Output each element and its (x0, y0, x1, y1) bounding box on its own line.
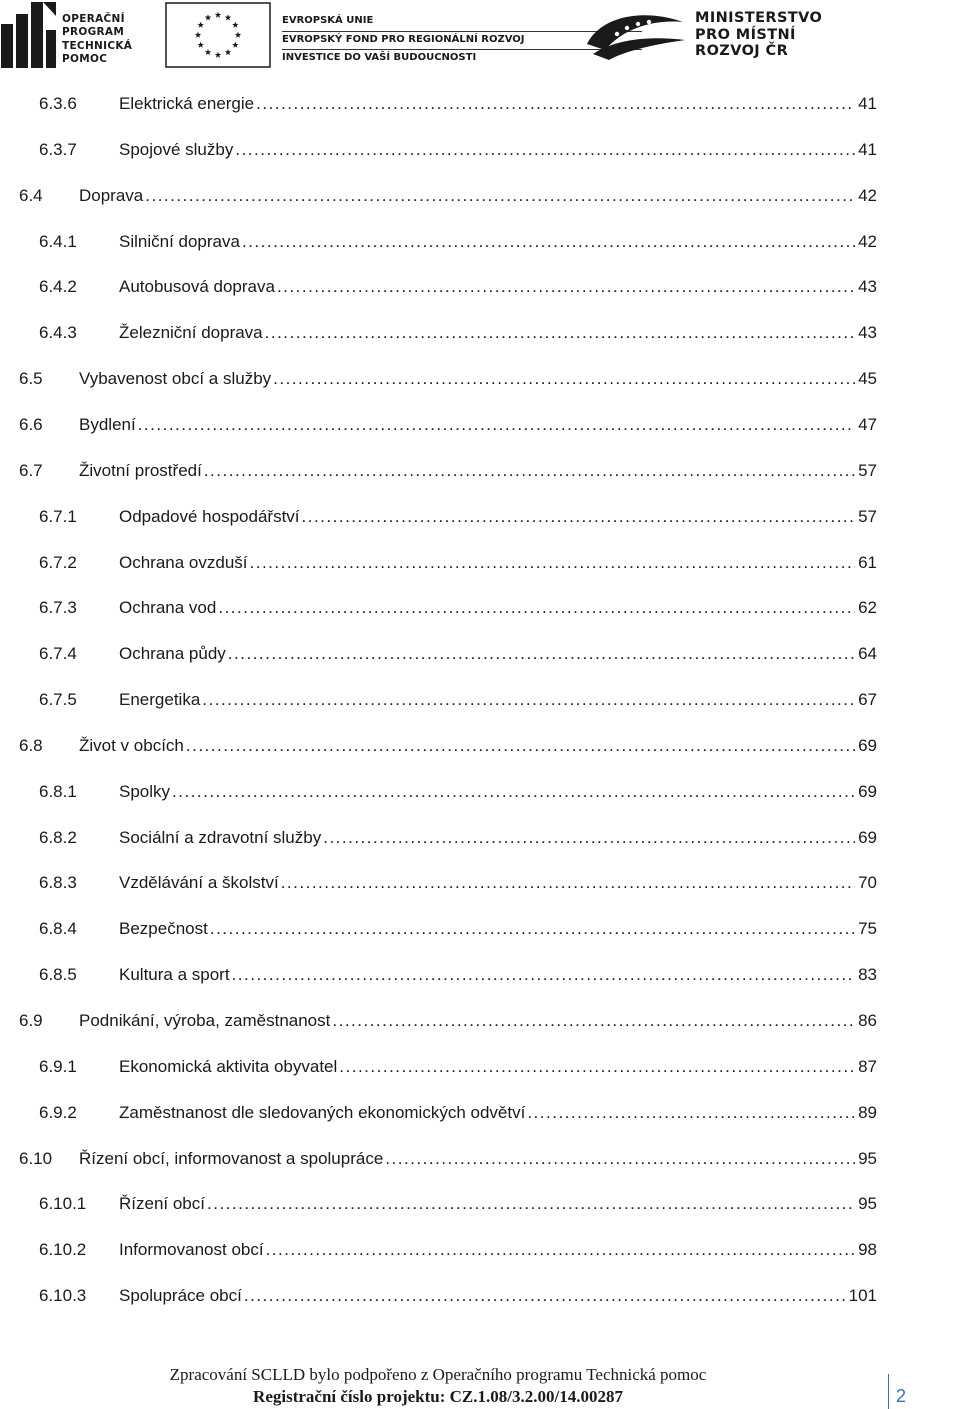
toc-entry-title: Autobusová doprava (119, 277, 275, 297)
toc-entry-title: Životní prostředí (79, 460, 202, 480)
toc-entry-number: 6.10.1 (39, 1194, 87, 1214)
toc-entry[interactable] (39, 826, 877, 850)
toc-entry-number: 6.8.2 (39, 827, 77, 847)
mmr-logo-text (695, 10, 822, 60)
toc-entry-title: Zaměstnanost dle sledovaných ekonomických odvětví (119, 1102, 526, 1122)
toc-entry-page: 75 (858, 919, 877, 939)
eu-line-2: EVROPSKÝ FOND PRO REGIONÁLNÍ ROZVOJ (282, 33, 525, 45)
toc-entry-page: 57 (858, 506, 877, 526)
toc-entry-number: 6.3.7 (39, 139, 77, 159)
eu-flag-icon (165, 2, 271, 68)
toc-dot-leader (339, 1055, 855, 1079)
toc-entry[interactable] (39, 1238, 877, 1262)
toc-dot-leader (202, 688, 855, 712)
toc-entry-title: Vzdělávání a školství (119, 873, 279, 893)
eu-logo (165, 0, 525, 70)
toc-dot-leader (242, 230, 855, 254)
toc-entry-title: Elektrická energie (119, 94, 255, 113)
mmr-line-2: PRO MÍSTNÍ (695, 26, 796, 43)
toc-entry[interactable] (39, 688, 877, 712)
toc-entry-number: 6.7.4 (39, 644, 77, 664)
toc-entry-title: Spolupráce obcí (119, 1286, 242, 1306)
toc-entry-page: 95 (858, 1194, 877, 1214)
eu-logo-text (282, 12, 525, 68)
toc-entry-title: Bydlení (79, 414, 136, 434)
toc-entry-title: Spolky (119, 781, 171, 801)
toc-dot-leader (138, 413, 855, 437)
toc-entry-number: 6.9.1 (39, 1056, 77, 1076)
toc-entry-title: Život v obcích (79, 735, 184, 755)
toc-entry-number: 6.8.3 (39, 873, 77, 893)
toc-entry[interactable] (19, 367, 877, 391)
toc-entry-page: 42 (858, 185, 877, 205)
toc-entry-number: 6.6 (19, 414, 43, 434)
toc-entry-page: 41 (858, 139, 877, 159)
toc-entry[interactable] (39, 596, 877, 620)
toc-entry-title: Doprava (79, 185, 144, 205)
mmr-emblem-icon (583, 10, 689, 62)
toc-entry-number: 6.4.1 (39, 231, 77, 251)
toc-entry-page: 89 (858, 1102, 877, 1122)
toc-entry-number: 6.10.3 (39, 1286, 87, 1306)
toc-entry-number: 6.4.2 (39, 277, 77, 297)
toc-entry-number: 6.8.4 (39, 919, 77, 939)
toc-entry[interactable] (39, 1055, 877, 1079)
toc-dot-leader (228, 642, 855, 666)
toc-entry-title: Spojové služby (119, 139, 234, 159)
toc-entry-page: 42 (858, 231, 877, 251)
toc-dot-leader (277, 275, 855, 299)
toc-entry-title: Vybavenost obcí a služby (79, 369, 272, 389)
toc-entry[interactable] (19, 184, 877, 208)
toc-entry[interactable] (19, 734, 877, 758)
toc-dot-leader (256, 92, 855, 116)
toc-entry[interactable] (39, 92, 877, 116)
toc-dot-leader (218, 596, 855, 620)
toc-entry-title: Ochrana ovzduší (119, 552, 248, 572)
toc-entry-page: 69 (858, 735, 877, 755)
page-number: 2 (896, 1386, 907, 1406)
toc-dot-leader (302, 505, 856, 529)
toc-dot-leader (145, 184, 855, 208)
toc-entry[interactable] (39, 1284, 877, 1308)
toc-dot-leader (265, 321, 855, 345)
toc-entry-page: 67 (858, 690, 877, 710)
toc-entry[interactable] (39, 321, 877, 345)
toc-entry-page: 86 (858, 1011, 877, 1030)
toc-entry-number: 6.10.2 (39, 1240, 87, 1260)
toc-dot-leader (210, 917, 855, 941)
toc-entry-title: Ochrana půdy (119, 644, 226, 664)
toc-dot-leader (232, 963, 856, 987)
footer-divider (888, 1374, 889, 1409)
page-footer (0, 1362, 960, 1409)
toc-entry-number: 6.7.5 (39, 690, 77, 710)
toc-entry-title: Řízení obcí (119, 1194, 205, 1214)
toc-entry-number: 6.8 (19, 735, 43, 755)
toc-entry-page: 57 (858, 460, 877, 480)
toc-dot-leader (332, 1009, 855, 1033)
toc-entry-page: 98 (858, 1240, 877, 1260)
toc-entry-page: 69 (858, 827, 877, 847)
toc-entry-page: 43 (858, 323, 877, 343)
toc-entry-number: 6.8.5 (39, 965, 77, 985)
toc-entry-number: 6.8.1 (39, 781, 77, 801)
toc-entry[interactable] (19, 1009, 877, 1033)
toc-entry-title: Ochrana vod (119, 598, 217, 618)
toc-dot-leader (273, 367, 855, 391)
toc-entry[interactable] (19, 459, 877, 483)
toc-entry-number: 6.7.3 (39, 598, 77, 618)
toc-entry-page: 45 (858, 369, 877, 389)
optp-line-2: PROGRAM (62, 26, 125, 39)
toc-entry-number: 6.7.2 (39, 552, 77, 572)
optp-logo-text (62, 13, 132, 67)
eu-line-3: INVESTICE DO VAŠÍ BUDOUCNOSTI (282, 52, 477, 63)
toc-entry-page: 47 (858, 414, 877, 434)
toc-entry-page: 83 (858, 965, 877, 985)
eu-line-1: EVROPSKÁ UNIE (282, 15, 374, 26)
toc-dot-leader (186, 734, 855, 758)
toc-dot-leader (266, 1238, 856, 1262)
toc-entry[interactable] (39, 917, 877, 941)
toc-entry[interactable] (39, 780, 877, 804)
toc-entry-number: 6.7.1 (39, 506, 77, 526)
toc-entry[interactable] (39, 963, 877, 987)
toc-dot-leader (244, 1284, 846, 1308)
toc-entry[interactable] (39, 1101, 877, 1125)
toc-entry-title: Informovanost obcí (119, 1240, 264, 1260)
toc-entry-page: 43 (858, 277, 877, 297)
toc-entry[interactable] (39, 138, 877, 162)
toc-entry-number: 6.5 (19, 369, 43, 389)
optp-logo (0, 0, 140, 70)
toc-entry-number: 6.9 (19, 1011, 43, 1030)
toc-entry-title: Železniční doprava (119, 323, 263, 343)
toc-entry[interactable] (39, 642, 877, 666)
toc-dot-leader (204, 459, 855, 483)
toc-dot-leader (527, 1101, 855, 1125)
toc-entry[interactable] (39, 551, 877, 575)
footer-funding-note: Zpracování SCLLD bylo podpořeno z Operačního programu Technická pomoc (169, 1365, 707, 1384)
toc-dot-leader (207, 1192, 855, 1216)
toc-entry-page: 70 (858, 873, 877, 893)
toc-entry-page: 101 (848, 1286, 877, 1306)
toc-entry[interactable] (39, 230, 877, 254)
toc-entry-page: 41 (858, 94, 877, 113)
toc-entry[interactable] (39, 871, 877, 895)
toc-dot-leader (235, 138, 855, 162)
toc-entry[interactable] (39, 505, 877, 529)
mmr-line-3: ROZVOJ ČR (695, 43, 789, 59)
toc-dot-leader (323, 826, 855, 850)
toc-entry-title: Kultura a sport (119, 965, 230, 985)
toc-entry[interactable] (39, 275, 877, 299)
mmr-line-1: MINISTERSTVO (695, 10, 823, 26)
toc-entry-title: Sociální a zdravotní služby (119, 827, 322, 847)
toc-entry-page: 95 (858, 1148, 877, 1168)
toc-entry[interactable] (19, 413, 877, 437)
toc-entry-title: Podnikání, výroba, zaměstnanost (79, 1011, 331, 1030)
toc-entry-number: 6.9.2 (39, 1102, 77, 1122)
mmr-logo (583, 0, 833, 70)
footer-registration-number: Registrační číslo projektu: CZ.1.08/3.2.00/14.00287 (253, 1387, 623, 1406)
toc-entry[interactable] (19, 1147, 877, 1171)
toc-entry-number: 6.4.3 (39, 323, 77, 343)
toc-entry-title: Bezpečnost (119, 919, 208, 939)
toc-entry-title: Silniční doprava (119, 231, 240, 251)
toc-entry-title: Odpadové hospodářství (119, 506, 300, 526)
toc-dot-leader (172, 780, 855, 804)
optp-line-1: OPERAČNÍ (62, 13, 125, 25)
page-header (0, 0, 960, 72)
toc-entry-number: 6.7 (19, 460, 43, 480)
toc-dot-leader (281, 871, 855, 895)
optp-bars-icon (0, 0, 58, 70)
toc-entry-page: 69 (858, 781, 877, 801)
toc-entry-number: 6.10 (19, 1148, 53, 1168)
toc-entry-number: 6.4 (19, 185, 43, 205)
toc-entry-page: 87 (858, 1056, 877, 1076)
toc-entry-title: Řízení obcí, informovanost a spolupráce (79, 1148, 384, 1168)
toc-dot-leader (385, 1147, 855, 1171)
toc-dot-leader (250, 551, 856, 575)
toc-entry-number: 6.3.6 (39, 94, 77, 113)
toc-entry-title: Energetika (119, 690, 201, 710)
toc-entry-page: 62 (858, 598, 877, 618)
toc-entry[interactable] (39, 1192, 877, 1216)
toc-entry-page: 64 (858, 644, 877, 664)
toc-entry-title: Ekonomická aktivita obyvatel (119, 1056, 338, 1076)
toc-entry-page: 61 (858, 552, 877, 572)
optp-line-3: TECHNICKÁ (62, 39, 133, 52)
optp-line-4: POMOC (62, 53, 108, 66)
